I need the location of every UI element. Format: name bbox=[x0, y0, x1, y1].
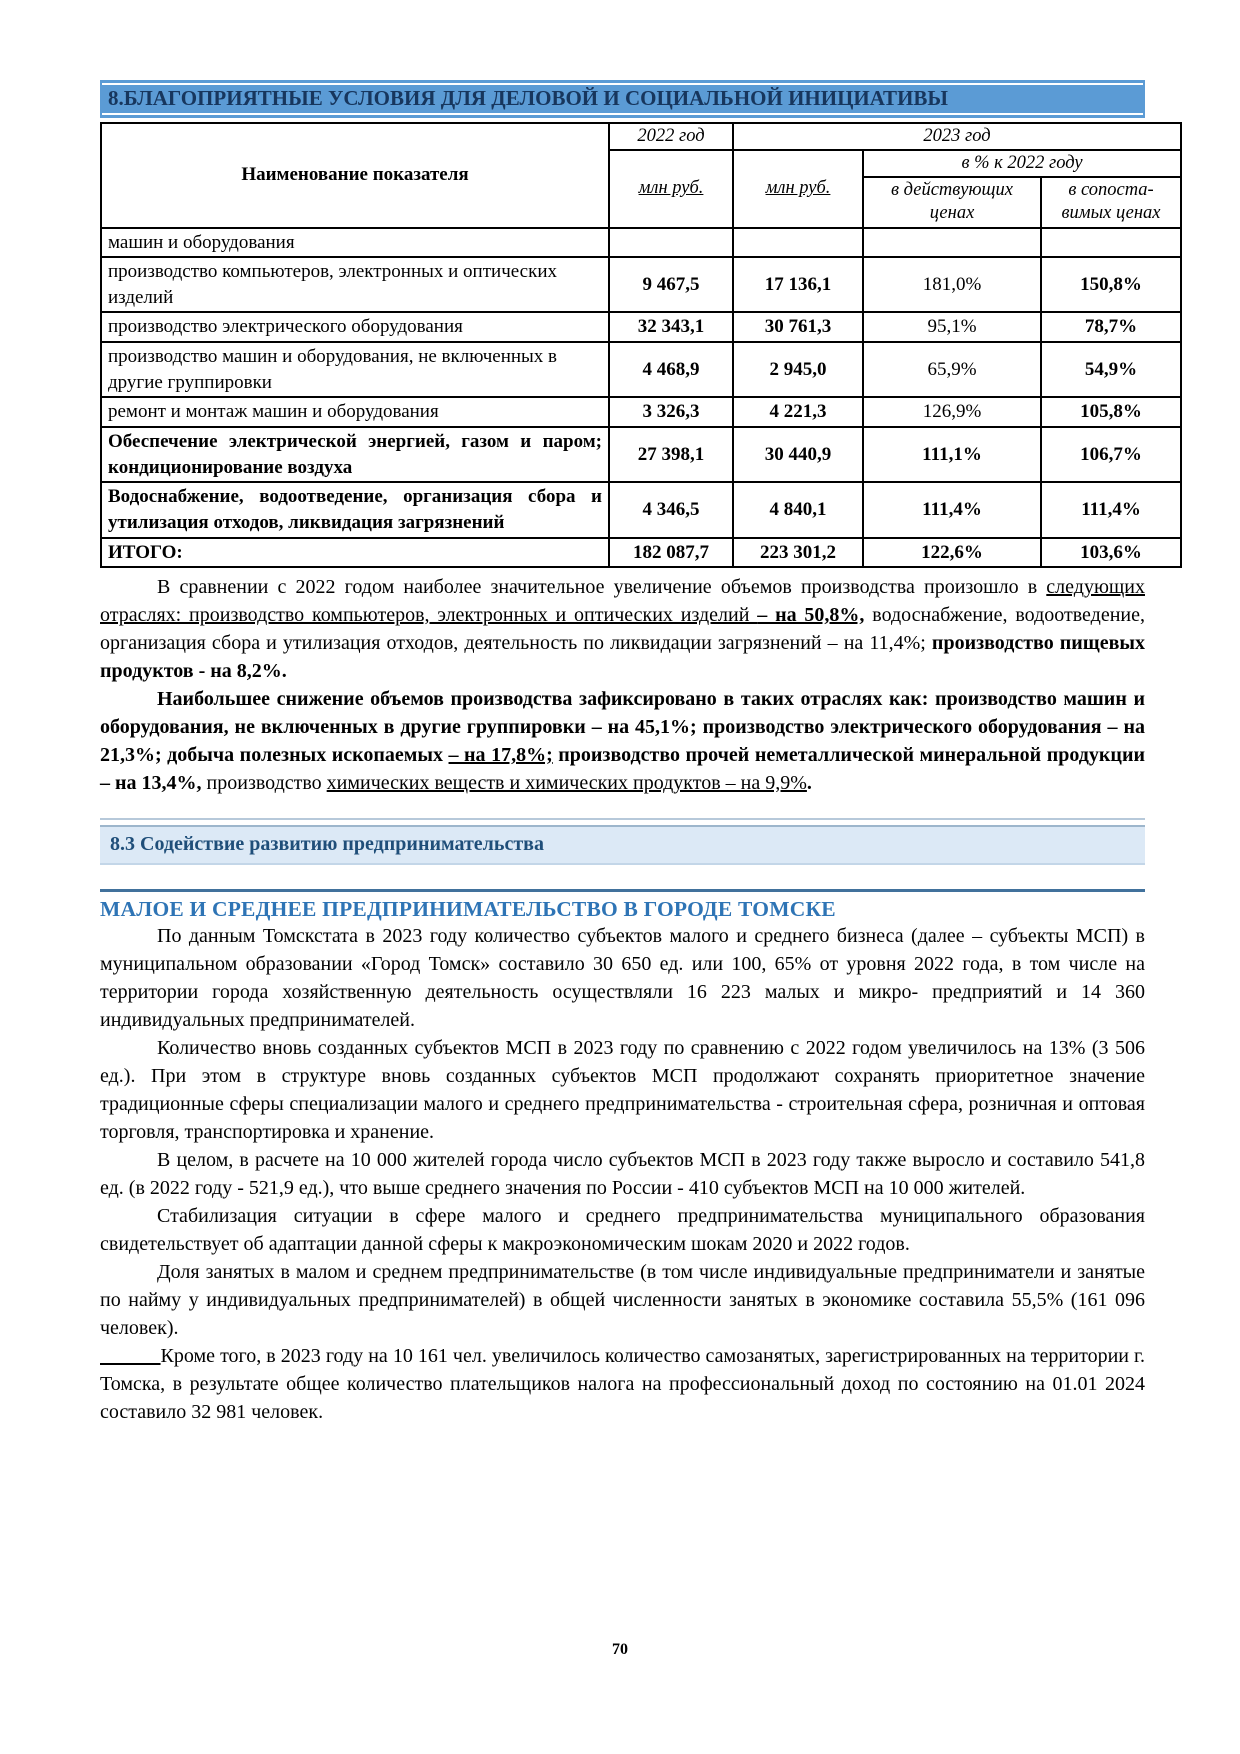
value-2023-mln-rub: 30 761,3 bbox=[733, 312, 863, 342]
pct-current-prices: 126,9% bbox=[863, 397, 1041, 427]
table-row bbox=[101, 482, 1181, 537]
text-segment: следующих отраслях: производство компьютеров, электронных и оптических изделий bbox=[100, 576, 1145, 627]
sme-paragraph-stabilization bbox=[100, 1202, 1145, 1258]
value-2023-mln-rub: 223 301,2 bbox=[733, 538, 863, 568]
section-8-title: 8.БЛАГОПРИЯТНЫЕ УСЛОВИЯ ДЛЯ ДЕЛОВОЙ И СОЦИАЛЬНОЙ ИНИЦИАТИВЫ bbox=[108, 86, 949, 110]
sme-paragraph-subjects-count bbox=[100, 922, 1145, 1034]
pct-comparable-prices bbox=[1041, 228, 1181, 258]
indicator-name: производство машин и оборудования, не включенных в другие группировки bbox=[101, 342, 609, 397]
text-segment: Количество вновь созданных субъектов МСП в 2023 году по сравнению с 2022 годом увеличилось на 13% (3 506 ед.). При этом в структуре вновь созданных субъектов МСП продолжают сохранять приоритетное значение традиционные сферы специализации малого и среднего предпринимательства - строительная сфера, розничная и оптовая торговля, транспортировка и хранение. bbox=[100, 1037, 1145, 1144]
text-segment: В целом, в расчете на 10 000 жителей города число субъектов МСП в 2023 году также выросло и составило 541,8 ед. (в 2022 году - 521,9 ед.), что выше среднего значения по России - 410 субъектов МСП на 10 000 жителей. bbox=[100, 1149, 1145, 1200]
indicator-table-header bbox=[101, 123, 1181, 228]
indicator-name: ремонт и монтаж машин и оборудования bbox=[101, 397, 609, 427]
pct-comparable-prices: 54,9% bbox=[1041, 342, 1181, 397]
text-segment: Доля занятых в малом и среднем предпринимательстве (в том числе индивидуальные предприниматели и занятые по найму у индивидуальных предпринимателей) в общей численности занятых в экономике составила 55,5% (161 096 человек). bbox=[100, 1261, 1145, 1340]
col-header-pct-to-2022: в % к 2022 году bbox=[863, 150, 1181, 177]
value-2022-mln-rub: 182 087,7 bbox=[609, 538, 733, 568]
col-header-current-prices: в действующих ценах bbox=[863, 177, 1041, 227]
value-2023-mln-rub: 4 221,3 bbox=[733, 397, 863, 427]
pct-comparable-prices: 105,8% bbox=[1041, 397, 1181, 427]
col-header-year-2022: 2022 год bbox=[609, 123, 733, 150]
text-segment: По данным Томскстата в 2023 году количество субъектов малого и среднего бизнеса (далее – субъекты МСП) в муниципальном образовании «Город Томск» составило 30 650 ед. или 100, 65% от уровня 2022 года, в том числе на территории города хозяйственную деятельность осуществляли 16 223 малых и микро- предприятий и 14 360 индивидуальных предпринимателей. bbox=[100, 925, 1145, 1032]
value-2022-mln-rub: 4 346,5 bbox=[609, 482, 733, 537]
sme-section-title: МАЛОЕ И СРЕДНЕЕ ПРЕДПРИНИМАТЕЛЬСТВО В ГОРОДЕ ТОМСКЕ bbox=[100, 889, 1145, 922]
paragraph-industry-increase bbox=[100, 573, 1145, 685]
pct-current-prices: 95,1% bbox=[863, 312, 1041, 342]
sme-paragraph-self-employed bbox=[100, 1342, 1145, 1426]
table-row bbox=[101, 538, 1181, 568]
value-2022-mln-rub: 4 468,9 bbox=[609, 342, 733, 397]
indicator-name: производство компьютеров, электронных и оптических изделий bbox=[101, 257, 609, 312]
pct-comparable-prices: 103,6% bbox=[1041, 538, 1181, 568]
paragraph-industry-decrease bbox=[100, 685, 1145, 797]
indicator-name: производство электрического оборудования bbox=[101, 312, 609, 342]
table-row bbox=[101, 342, 1181, 397]
pct-comparable-prices: 150,8% bbox=[1041, 257, 1181, 312]
text-segment: производство bbox=[206, 772, 327, 795]
section-8-3-banner bbox=[100, 825, 1145, 865]
table-row bbox=[101, 257, 1181, 312]
text-segment: производство пищевых продуктов - на 8,2%. bbox=[100, 632, 1145, 683]
indicator-name: машин и оборудования bbox=[101, 228, 609, 258]
value-2023-mln-rub: 2 945,0 bbox=[733, 342, 863, 397]
col-header-mln-rub-2023: млн руб. bbox=[733, 150, 863, 227]
col-header-year-2023: 2023 год bbox=[733, 123, 1181, 150]
value-2022-mln-rub bbox=[609, 228, 733, 258]
text-segment: Кроме того, в 2023 году на 10 161 чел. увеличилось количество самозанятых, зарегистрированных на территории г. Томска, в результате общее количество плательщиков налога на профессиональный доход по состоянию на 01.01 2024 составило 32 981 человек. bbox=[100, 1345, 1146, 1424]
value-2022-mln-rub: 32 343,1 bbox=[609, 312, 733, 342]
pct-current-prices: 181,0% bbox=[863, 257, 1041, 312]
pct-comparable-prices: 78,7% bbox=[1041, 312, 1181, 342]
value-2022-mln-rub: 27 398,1 bbox=[609, 427, 733, 482]
text-segment: . bbox=[806, 772, 812, 795]
indicator-table bbox=[100, 122, 1182, 568]
value-2023-mln-rub: 4 840,1 bbox=[733, 482, 863, 537]
indicator-name: ИТОГО: bbox=[101, 538, 609, 568]
col-header-indicator-name: Наименование показателя bbox=[101, 123, 609, 228]
table-row bbox=[101, 228, 1181, 258]
pct-current-prices: 111,4% bbox=[863, 482, 1041, 537]
text-segment: Стабилизация ситуации в сфере малого и среднего предпринимательства муниципального образования свидетельствует об адаптации данной сферы к макроэкономическим шокам 2020 и 2022 годов. bbox=[100, 1205, 1145, 1256]
text-segment: – на 17,8%; bbox=[448, 744, 553, 767]
col-header-mln-rub-2022: млн руб. bbox=[609, 150, 733, 227]
indicator-table-body bbox=[101, 228, 1181, 568]
indicator-name: Водоснабжение, водоотведение, организация сбора и утилизация отходов, ликвидация загрязнений bbox=[101, 482, 609, 537]
indicator-name: Обеспечение электрической энергией, газом и паром; кондиционирование воздуха bbox=[101, 427, 609, 482]
value-2023-mln-rub bbox=[733, 228, 863, 258]
page-number: 70 bbox=[612, 1641, 628, 1658]
section-8-banner bbox=[100, 80, 1145, 118]
text-segment: Наибольшее снижение объемов производства зафиксировано в таких отраслях как: производство машин и оборудования, не включенных в другие группировки – на 45,1%; производство электрического оборудования – на 21,3%; добыча полезных ископаемых bbox=[100, 688, 1145, 767]
pct-current-prices: 111,1% bbox=[863, 427, 1041, 482]
text-segment bbox=[100, 1345, 161, 1367]
pct-current-prices bbox=[863, 228, 1041, 258]
table-row bbox=[101, 427, 1181, 482]
value-2022-mln-rub: 3 326,3 bbox=[609, 397, 733, 427]
text-segment: водоснабжение, водоотведение, организация сбора и утилизация отходов, деятельность по ликвидации загрязнений – на 11,4%; bbox=[100, 604, 1145, 655]
table-row bbox=[101, 397, 1181, 427]
text-segment: – на 50,8%, bbox=[757, 604, 865, 627]
pct-comparable-prices: 106,7% bbox=[1041, 427, 1181, 482]
value-2022-mln-rub: 9 467,5 bbox=[609, 257, 733, 312]
pct-current-prices: 122,6% bbox=[863, 538, 1041, 568]
value-2023-mln-rub: 30 440,9 bbox=[733, 427, 863, 482]
table-header-row-1 bbox=[101, 123, 1181, 150]
pct-current-prices: 65,9% bbox=[863, 342, 1041, 397]
table-row bbox=[101, 312, 1181, 342]
col-header-comparable-prices: в сопоста-вимых ценах bbox=[1041, 177, 1181, 227]
pct-comparable-prices: 111,4% bbox=[1041, 482, 1181, 537]
text-segment: химических веществ и химических продуктов – на 9,9% bbox=[326, 772, 807, 795]
text-segment: В сравнении с 2022 годом наиболее значительное увеличение объемов производства произошло в bbox=[157, 576, 1047, 599]
sme-paragraph-per-10000 bbox=[100, 1146, 1145, 1202]
text-segment: производство прочей неметаллической минеральной продукции – на 13,4%, bbox=[100, 744, 1145, 795]
value-2023-mln-rub: 17 136,1 bbox=[733, 257, 863, 312]
section-8-3-title: 8.3 Содействие развитию предпринимательства bbox=[110, 833, 544, 856]
sme-paragraph-employment-share bbox=[100, 1258, 1145, 1342]
sme-paragraph-new-subjects bbox=[100, 1034, 1145, 1146]
